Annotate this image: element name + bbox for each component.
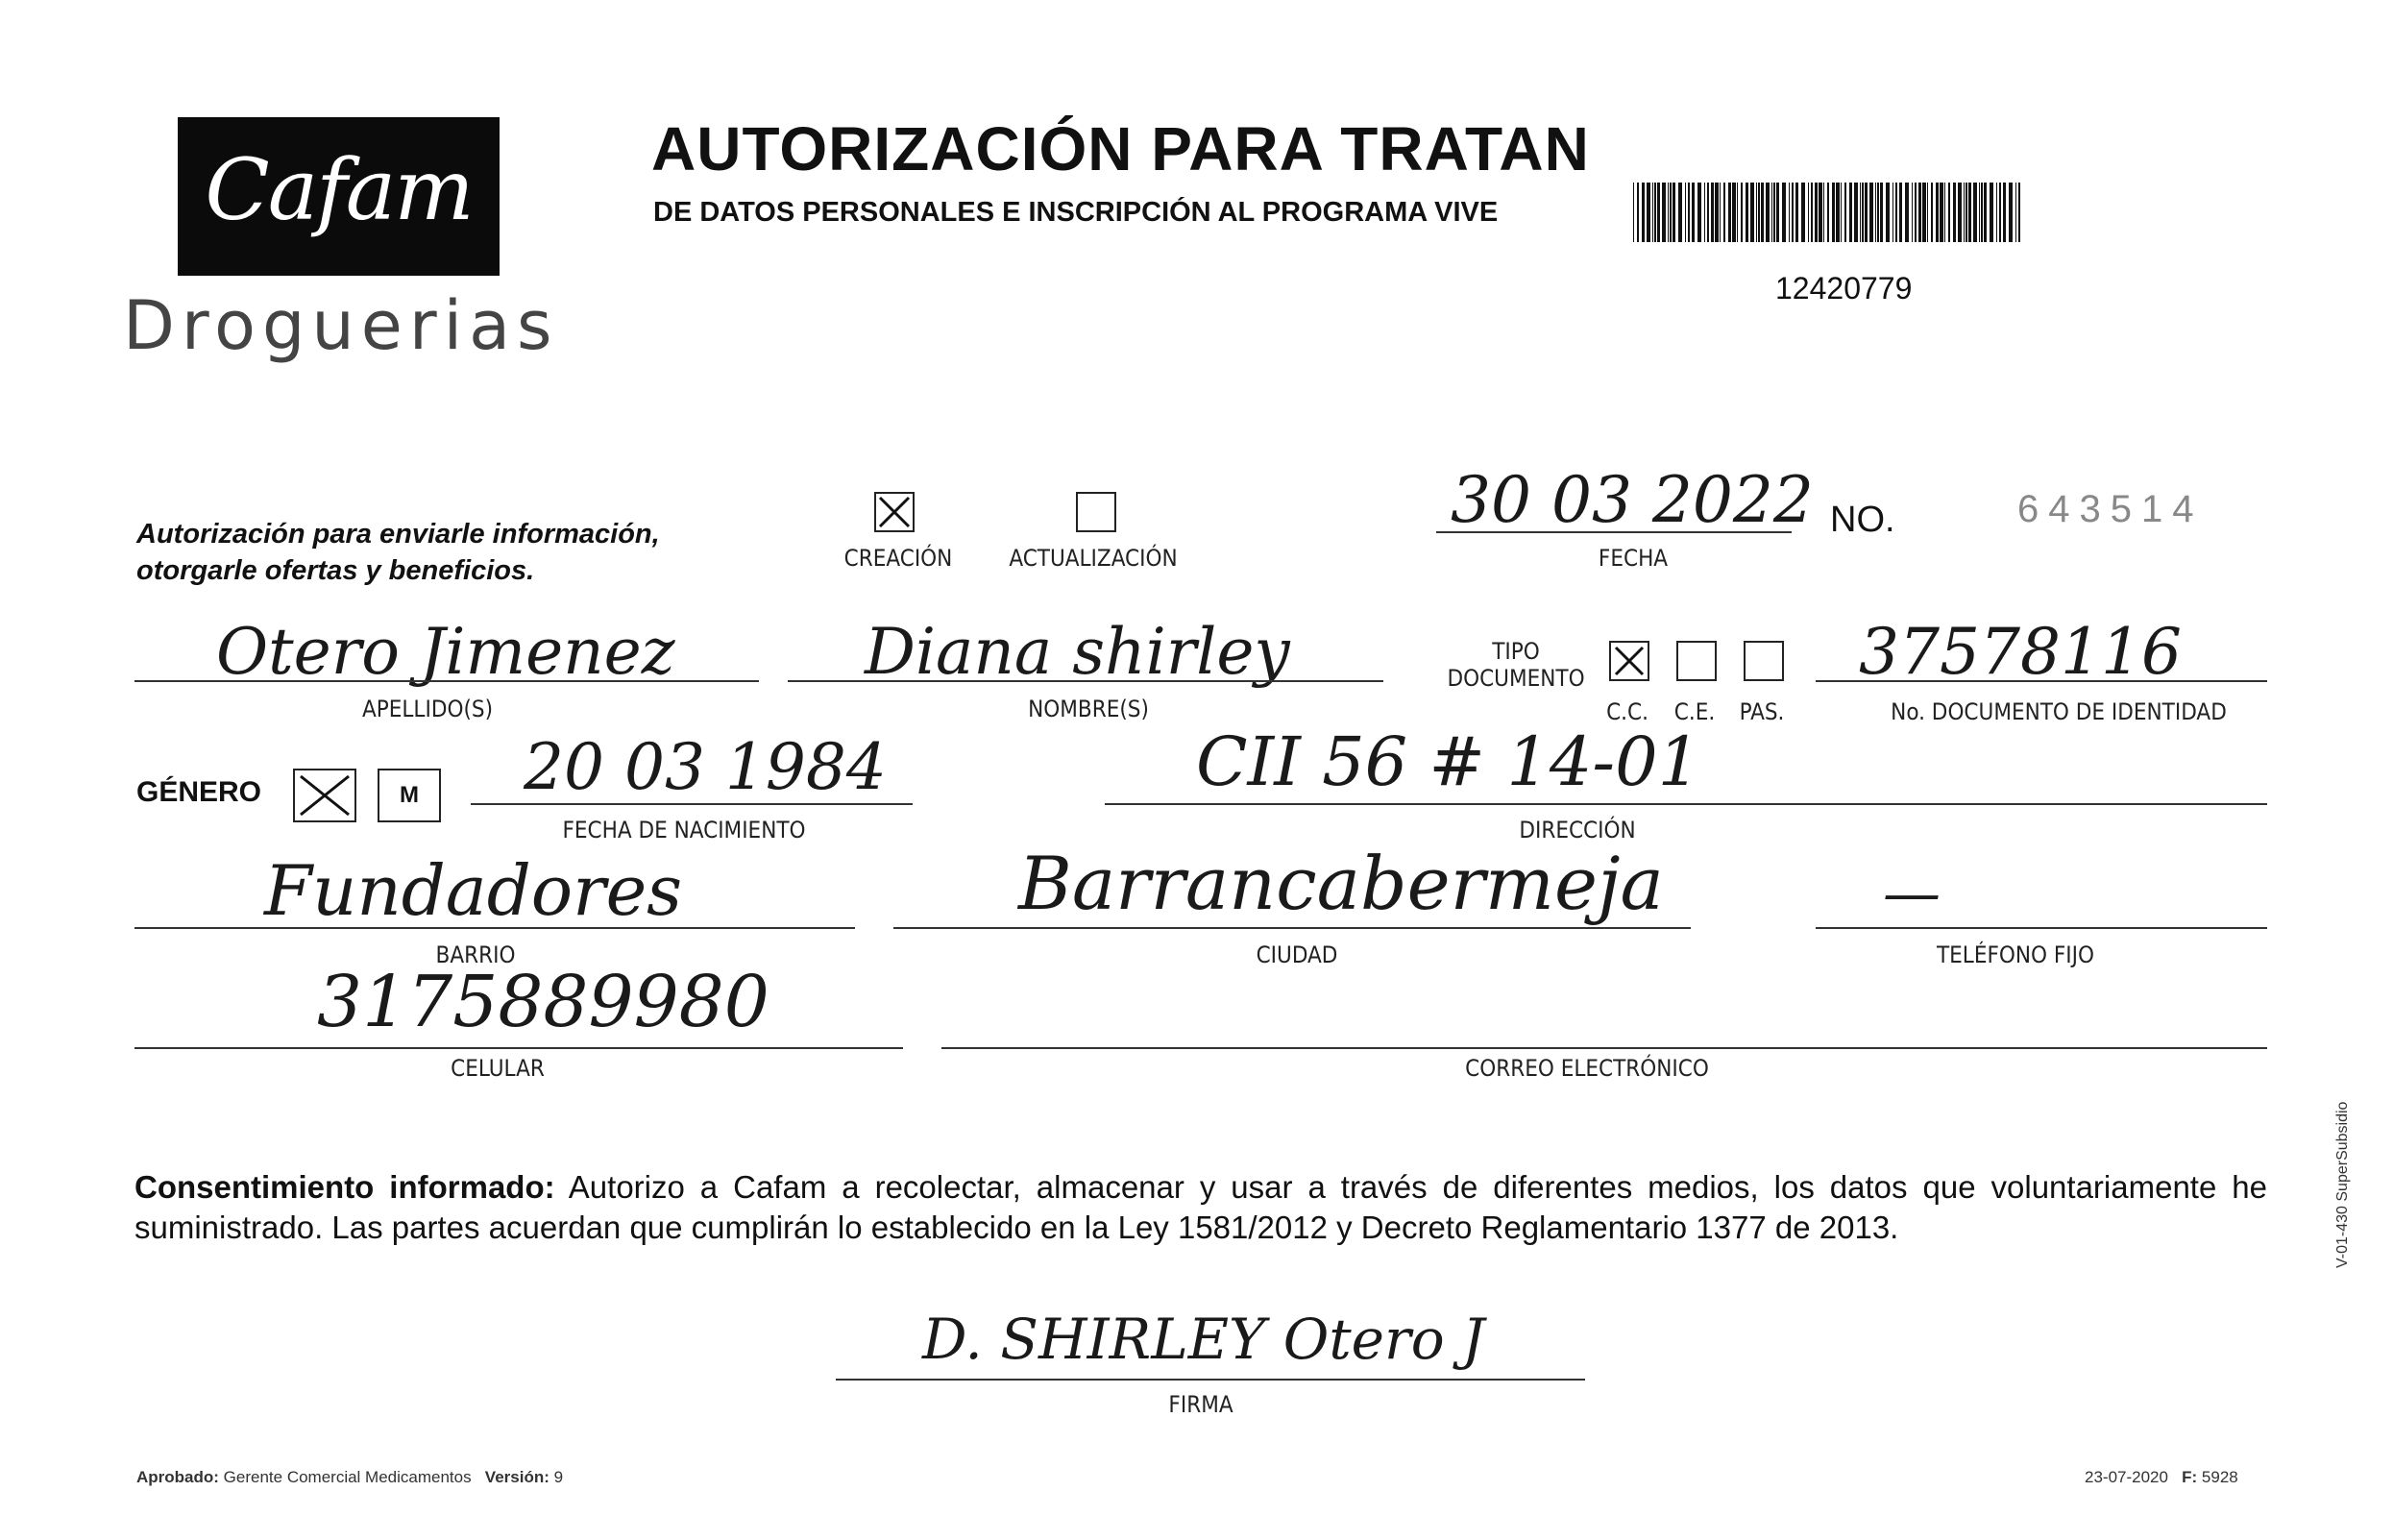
auth-label-line2: otorgarle ofertas y beneficios. <box>136 555 535 586</box>
genero-m-checkbox[interactable]: M <box>378 769 441 822</box>
form-subtitle: DE DATOS PERSONALES E INSCRIPCIÓN AL PROGRAMA VIVE <box>653 197 1499 228</box>
footer-date-form <box>2085 1468 2238 1487</box>
direccion-line <box>1105 803 2267 805</box>
pas-label: PAS. <box>1739 698 1785 725</box>
nacimiento-line <box>471 803 913 805</box>
doc-number-value[interactable]: 37578116 <box>1859 615 2182 689</box>
ce-label: C.E. <box>1673 698 1716 725</box>
tipo-doc-label-2: DOCUMENTO <box>1447 665 1585 692</box>
side-stamp-text: V-01-430 SuperSubsidio <box>2334 1101 2351 1268</box>
check-x-icon <box>295 770 354 820</box>
genero-f-checkbox[interactable] <box>293 769 356 822</box>
celular-value[interactable]: 3175889980 <box>317 961 769 1043</box>
aprobado-value: Gerente Comercial Medicamentos <box>223 1468 472 1486</box>
barrio-value[interactable]: Fundadores <box>264 850 683 931</box>
doc-number-line <box>1816 680 2267 682</box>
correo-label: CORREO ELECTRÓNICO <box>1465 1055 1709 1082</box>
nacimiento-label: FECHA DE NACIMIENTO <box>562 817 806 843</box>
telefono-value[interactable]: — <box>1883 860 1941 927</box>
creacion-checkbox[interactable] <box>874 492 915 532</box>
cc-checkbox[interactable] <box>1609 641 1649 681</box>
barcode-icon <box>1633 183 2027 242</box>
apellidos-value[interactable]: Otero Jimenez <box>216 615 675 689</box>
signature-label: FIRMA <box>1168 1391 1233 1418</box>
celular-line <box>134 1047 903 1049</box>
form-label: F: <box>2182 1468 2198 1486</box>
actualizacion-checkbox[interactable] <box>1076 492 1116 532</box>
logo-brand: Cafam <box>205 140 473 239</box>
fecha-label: FECHA <box>1598 545 1669 572</box>
consent-text: Autorizo a Cafam a recolectar, almacenar y usar a través de diferentes medios, los datos que voluntariamente he suministrado. Las partes acuerdan que cumplirán lo establecido en la Ley 1581/2012 y Decreto Reglamentario 1377 de 2013. <box>134 1169 2267 1245</box>
telefono-label: TELÉFONO FIJO <box>1936 941 2095 968</box>
auth-label-line1: Autorización para enviarle información, <box>136 519 660 550</box>
apellidos-line <box>134 680 759 682</box>
apellidos-label: APELLIDO(S) <box>361 696 494 722</box>
barrio-label: BARRIO <box>435 941 516 968</box>
barcode-number: 12420779 <box>1775 271 1913 306</box>
tipo-doc-label-1: TIPO <box>1492 638 1540 665</box>
auth-label <box>136 516 809 589</box>
creacion-label: CREACIÓN <box>843 545 953 572</box>
cc-label: C.C. <box>1606 698 1648 725</box>
nacimiento-value[interactable]: 20 03 1984 <box>524 730 887 804</box>
pas-checkbox[interactable] <box>1744 641 1784 681</box>
nombres-line <box>788 680 1383 682</box>
fecha-line <box>1436 531 1792 533</box>
no-label: NO. <box>1830 500 1895 540</box>
version-label: Versión: <box>484 1468 549 1486</box>
check-x-icon <box>876 494 913 530</box>
telefono-line <box>1816 927 2267 929</box>
celular-label: CELULAR <box>451 1055 545 1082</box>
footer-date: 23-07-2020 <box>2085 1468 2168 1486</box>
logo-subtitle: Droguerias <box>123 286 559 365</box>
version-value: 9 <box>553 1468 564 1486</box>
footer-approval <box>136 1468 563 1487</box>
form-value: 5928 <box>2201 1468 2238 1486</box>
signature-line <box>836 1379 1585 1381</box>
genero-label: GÉNERO <box>136 776 262 808</box>
check-x-icon <box>1611 643 1648 679</box>
ciudad-line <box>893 927 1691 929</box>
direccion-label: DIRECCIÓN <box>1519 817 1636 843</box>
aprobado-label: Aprobado: <box>136 1468 219 1486</box>
fecha-value[interactable]: 30 03 2022 <box>1451 463 1814 537</box>
direccion-value[interactable]: CII 56 # 14-01 <box>1196 722 1701 801</box>
form-title: AUTORIZACIÓN PARA TRATAN <box>651 114 1590 183</box>
barrio-line <box>134 927 855 929</box>
actualizacion-label: ACTUALIZACIÓN <box>1009 545 1178 572</box>
consent-heading: Consentimiento informado: <box>134 1169 555 1205</box>
ciudad-label: CIUDAD <box>1256 941 1338 968</box>
serial-number: 643514 <box>2017 488 2204 530</box>
correo-line <box>941 1047 2267 1049</box>
signature-value[interactable]: D. SHIRLEY Otero J <box>922 1307 1485 1372</box>
ce-checkbox[interactable] <box>1676 641 1717 681</box>
consent-paragraph <box>134 1167 2267 1248</box>
nombres-label: NOMBRE(S) <box>1028 696 1149 722</box>
doc-number-label: No. DOCUMENTO DE IDENTIDAD <box>1891 698 2227 725</box>
ciudad-value[interactable]: Barrancabermeja <box>1018 841 1664 926</box>
nombres-value[interactable]: Diana shirley <box>865 615 1290 689</box>
